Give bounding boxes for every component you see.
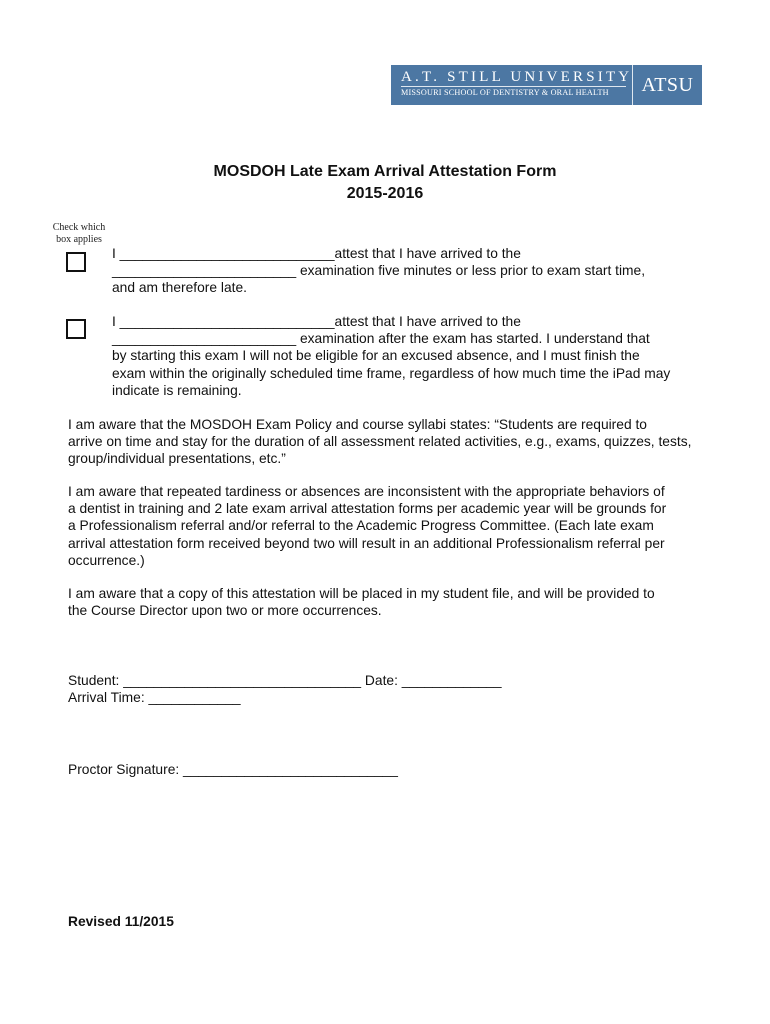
logo-university-name: A.T. STILL UNIVERSITY: [401, 69, 633, 85]
university-logo: [391, 65, 702, 105]
option-2-text: [112, 313, 670, 399]
file-statement: [68, 585, 655, 619]
revised-date: Revised 11/2015: [68, 914, 174, 929]
logo-divider: [401, 86, 626, 87]
option-line: exam within the originally scheduled time frame, regardless of how much time the iPad may: [112, 365, 671, 381]
statement-line: arrival attestation form received beyond two will result in an additional Professionalism referral per: [68, 535, 665, 551]
logo-school-name: MISSOURI SCHOOL OF DENTISTRY & ORAL HEALTH: [401, 88, 609, 97]
form-year: 2015-2016: [346, 185, 424, 202]
option-line: indicate is remaining.: [112, 382, 242, 398]
statement-line: arrive on time and stay for the duration of all assessment related activities, e.g., exams, quizzes, tests,: [68, 434, 692, 450]
logo-abbrev: ATSU: [641, 73, 694, 96]
option-1-text: [112, 245, 645, 297]
statement-line: I am aware that the MOSDOH Exam Policy and course syllabi states: “Students are required to: [68, 417, 647, 432]
statement-line: I am aware that repeated tardiness or absences are inconsistent with the appropriate behaviors of: [68, 484, 665, 499]
arrival-time-field[interactable]: Arrival Time: ____________: [68, 690, 241, 705]
check-instruction-line: box applies: [56, 234, 102, 245]
statement-line: the Course Director upon two or more occurrences.: [68, 603, 382, 619]
check-instruction: [44, 222, 114, 246]
option-line: I ____________________________attest that I have arrived to the: [112, 246, 521, 261]
student-date-field[interactable]: Student: _______________________________ Date: _____________: [68, 673, 502, 688]
logo-abbrev-box: [633, 65, 702, 105]
option-line: I ____________________________attest that I have arrived to the: [112, 314, 521, 329]
statement-line: I am aware that a copy of this attestation will be placed in my student file, and will be provided to: [68, 586, 655, 601]
tardiness-statement: [68, 483, 666, 569]
option-line: by starting this exam I will not be eligible for an excused absence, and I must finish the: [112, 348, 640, 364]
option-line: ________________________ examination five minutes or less prior to exam start time,: [112, 263, 646, 279]
form-title: MOSDOH Late Exam Arrival Attestation Form: [213, 163, 557, 180]
option-2-checkbox[interactable]: [66, 319, 86, 339]
proctor-signature-field[interactable]: Proctor Signature: ____________________________: [68, 762, 398, 777]
policy-statement: [68, 416, 691, 468]
option-line: and am therefore late.: [112, 280, 247, 296]
option-1-checkbox[interactable]: [66, 252, 86, 272]
statement-line: occurrence.): [68, 552, 145, 568]
statement-line: a dentist in training and 2 late exam arrival attestation forms per academic year will be grounds for: [68, 501, 667, 517]
statement-line: a Professionalism referral and/or referral to the Academic Progress Committee. (Each late exam: [68, 518, 654, 534]
check-instruction-line: Check which: [52, 222, 106, 233]
logo-wordmark: [391, 65, 633, 105]
statement-line: group/individual presentations, etc.”: [68, 451, 286, 467]
option-line: ________________________ examination after the exam has started. I understand that: [112, 331, 650, 347]
